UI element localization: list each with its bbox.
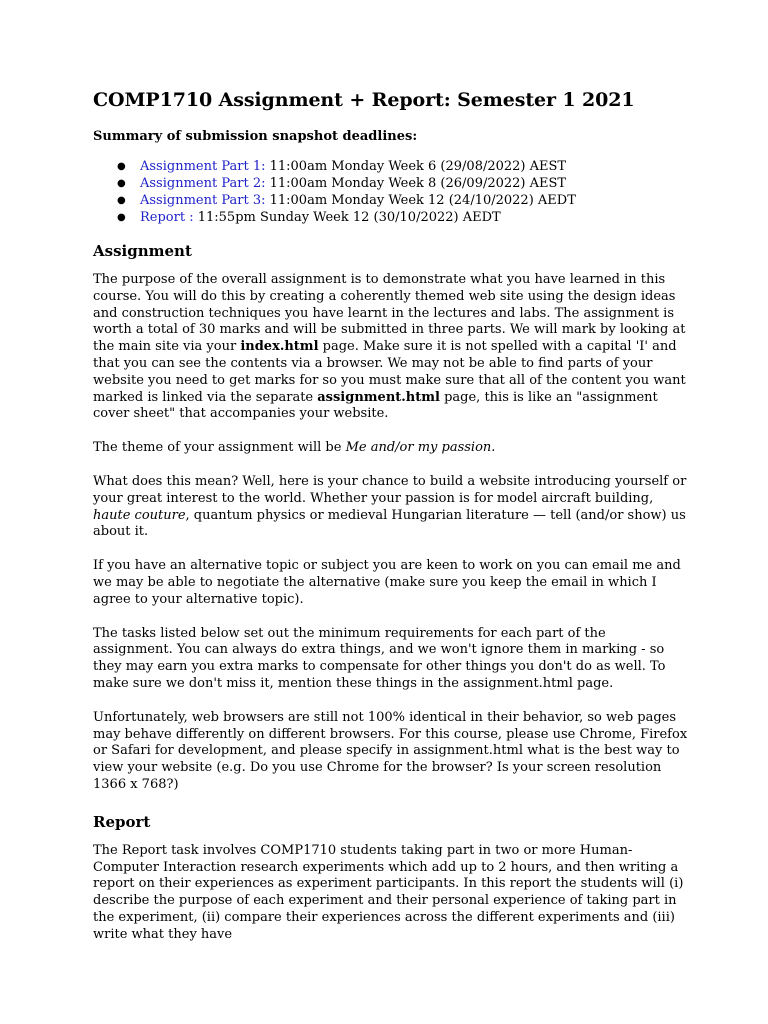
text: page. Make sure it is not spelled with a capital 'I' and that you can see the contents via a browser. We may not be able to find parts of your website you need to get marks for so you must make sure that all of the content you want marked is linked via the separate (93, 339, 686, 405)
text: . (491, 440, 496, 456)
assignment-part-2-link[interactable]: Assignment Part 2: (140, 176, 266, 191)
deadline-text: 11:00am Monday Week 12 (24/10/2022) AEDT (265, 193, 576, 208)
assignment-part-3-link[interactable]: Assignment Part 3: (140, 193, 266, 208)
bullet-icon: ● (117, 212, 126, 223)
text: page, this is like an "assignment cover sheet" that accompanies your website. (93, 389, 658, 422)
deadline-text: 11:55pm Sunday Week 12 (30/10/2022) AEDT (193, 210, 501, 225)
summary-heading: Summary of submission snapshot deadlines: (93, 129, 418, 144)
assignment-paragraph-meaning (93, 474, 688, 541)
list-item (93, 192, 688, 209)
deadline-list (93, 158, 688, 226)
list-item (93, 175, 688, 192)
report-heading: Report (93, 812, 151, 831)
theme-italic: Me and/or my passion (345, 440, 492, 456)
assignment-paragraph-tasks: The tasks listed below set out the minimum requirements for each part of the assignment. You can always do extra things, and we won't ignore them in marking - so they may earn you extra marks to compensate for other things you don't do as well. To make sure we don't miss it, mention these things in the assignment.html page. (93, 625, 666, 691)
assignment-paragraph-alternative: If you have an alternative topic or subject you are keen to work on you can email me and we may be able to negotiate the alternative (make sure you keep the email in which I agree to your alternative topic). (93, 558, 681, 607)
text: The purpose of the overall assignment is to demonstrate what you have learned in this course. You will do this by creating a coherently themed web site using the design ideas and construction techniques you have learnt in the lectures and labs. The assignment is worth a total of 30 marks and will be submitted in three parts. We will mark by looking at the main site via your (93, 272, 686, 355)
report-paragraph: The Report task involves COMP1710 students taking part in two or more Human-Computer Interaction research experiments which add up to 2 hours, and then writing a report on their experiences as experiment participants. In this report the students will (i) describe the purpose of each experiment and their personal experience of taking part in the experiment, (ii) compare their experiences across the different experiments and (iii) write what they have (93, 842, 684, 942)
haute-couture-italic: haute couture (93, 507, 186, 523)
deadline-text: 11:00am Monday Week 8 (26/09/2022) AEST (265, 176, 567, 191)
assignment-paragraph-purpose (93, 272, 688, 423)
text: , quantum physics or medieval Hungarian literature — tell (and/or show) us about it. (93, 507, 686, 540)
list-item (93, 158, 688, 175)
list-item (93, 209, 688, 226)
assignment-paragraph-browsers: Unfortunately, web browsers are still not 100% identical in their behavior, so web pages may behave differently on different browsers. For this course, please use Chrome, Firefox or Safari for development, and please specify in assignment.html what is the best way to view your website (e.g. Do you use Chrome for the browser? Is your screen resolution 1366 x 768?) (93, 709, 688, 792)
assignment-html-bold: assignment.html (317, 389, 440, 405)
report-link[interactable]: Report : (140, 210, 194, 225)
assignment-paragraph-theme (93, 440, 688, 457)
text: What does this mean? Well, here is your chance to build a website introducing yourself or your great interest to the world. Whether your passion is for model aircraft building, (93, 473, 687, 506)
bullet-icon: ● (117, 178, 126, 189)
page-title: COMP1710 Assignment + Report: Semester 1 2021 (93, 89, 635, 111)
bullet-icon: ● (117, 195, 126, 206)
assignment-part-1-link[interactable]: Assignment Part 1: (140, 159, 266, 174)
index-html-bold: index.html (240, 339, 319, 355)
text: The theme of your assignment will be (93, 440, 346, 456)
deadline-text: 11:00am Monday Week 6 (29/08/2022) AEST (265, 159, 567, 174)
assignment-heading: Assignment (93, 242, 192, 260)
bullet-icon: ● (117, 161, 126, 172)
